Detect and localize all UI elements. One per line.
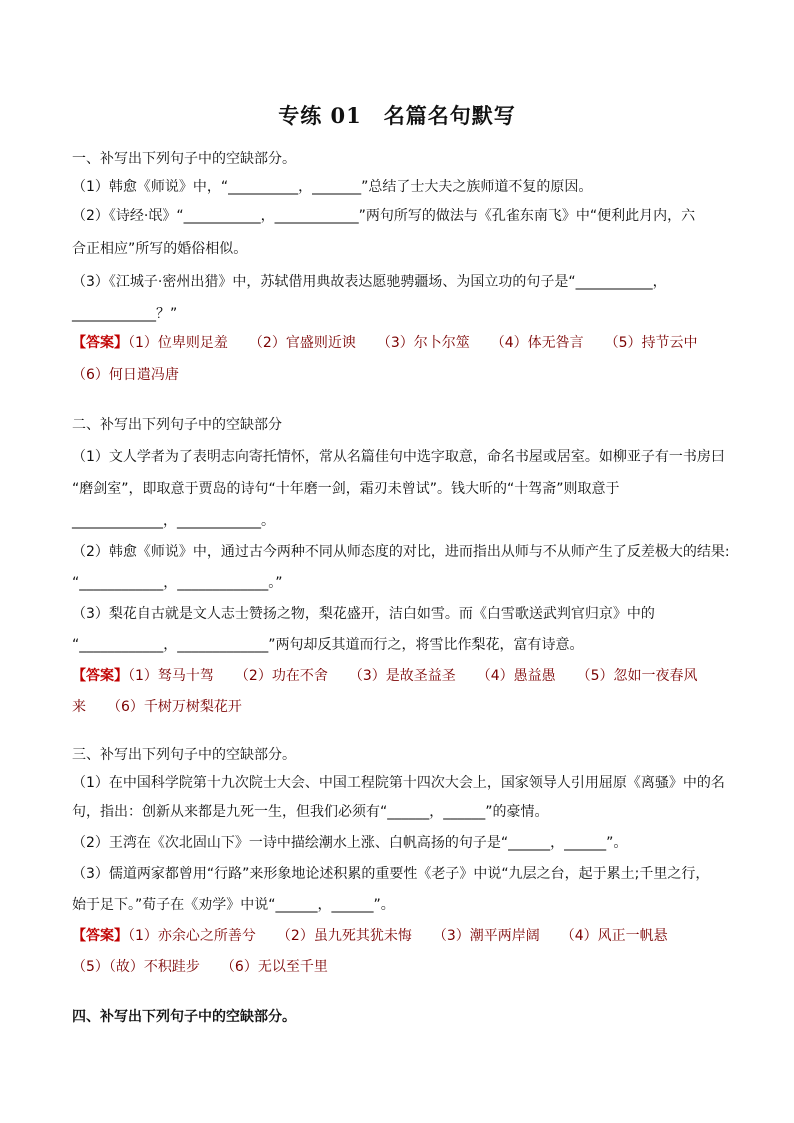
question-line: “磨剑室”，即取意于贾岛的诗句“十年磨一剑，霜刃未曾试”。钱大昕的“十驾斋”则取意于 [72,481,620,497]
answer-line [72,925,668,945]
answer-line [72,332,698,352]
question-line: （1）在中国科学院第十九次院士大会、中国工程院第十四次大会上，国家领导人引用屈原《离骚》中的名 [72,775,725,791]
answer-line [72,665,698,685]
question-line: （3）梨花自古就是文人志士赞扬之物，梨花盛开，洁白如雪。而《白雪歌送武判官归京》中的 [72,606,655,622]
question-line: （2）《诗经·氓》“___________，____________”两句所写的做法与《孔雀东南飞》中“便利此月内，六 [72,208,696,224]
answer-line [72,956,328,976]
answer-items: （6）何日遣冯唐 [72,367,179,383]
question-line: （3）儒道两家都曾用“行路”来形象地论述积累的重要性《老子》中说“九层之台，起于累土;千里之行， [72,866,710,882]
section-heading: 二、补写出下列句子中的空缺部分 [72,417,282,433]
question-line: “____________，_____________。” [72,575,283,591]
question-line: （2）王湾在《次北固山下》一诗中描绘潮水上涨、白帆高扬的句子是“______，______”。 [72,835,628,851]
question-line: 合正相应”所写的婚俗相似。 [72,241,248,257]
answer-label: 【答案】 [72,668,128,684]
answer-line [72,364,179,384]
answer-items: 来 （6）千树万树梨花开 [72,699,242,715]
answer-line [72,696,242,716]
question-line: _____________，____________。 [72,513,275,529]
answer-items: （1）位卑则足羞 （2）官盛则近谀 （3）尔卜尔筮 （4）体无咎言 （5）持节云中 [128,335,698,351]
page-title: 专练 01 名篇名句默写 [278,103,516,128]
question-line: （3）《江城子·密州出猎》中，苏轼借用典故表达愿驰骋疆场、为国立功的句子是“___________， [72,274,667,290]
section-heading: 四、补写出下列句子中的空缺部分。 [72,1009,296,1025]
question-line: （1）韩愈《师说》中，“__________，_______”总结了士大夫之族师道不复的原因。 [72,179,593,195]
section-heading: 一、补写出下列句子中的空缺部分。 [72,151,296,167]
question-line: （2）韩愈《师说》中，通过古今两种不同从师态度的对比，进而指出从师与不从师产生了反差极大的结果: [72,544,730,560]
answer-items: （1）驽马十驾 （2）功在不舍 （3）是故圣益圣 （4）愚益愚 （5）忽如一夜春风 [128,668,698,684]
answer-items: （1）亦余心之所善兮 （2）虽九死其犹未悔 （3）潮平两岸阔 （4）风正一帆悬 [128,928,668,944]
question-line: （1）文人学者为了表明志向寄托情怀，常从名篇佳句中选字取意，命名书屋或居室。如柳亚子有一书房曰 [72,449,725,465]
answer-label: 【答案】 [72,335,128,351]
answer-items: （5）（故）不积跬步 （6）无以至千里 [72,959,328,975]
question-line: 句，指出：创新从来都是九死一生，但我们必须有“______，______”的豪情。 [72,804,549,820]
question-line: “____________，_____________”两句却反其道而行之，将雪比作梨花，富有诗意。 [72,637,584,653]
question-line: ____________？” [72,306,178,322]
section-heading: 三、补写出下列句子中的空缺部分。 [72,747,296,763]
question-line: 始于足下。”荀子在《劝学》中说“______，______”。 [72,897,395,913]
answer-label: 【答案】 [72,928,128,944]
